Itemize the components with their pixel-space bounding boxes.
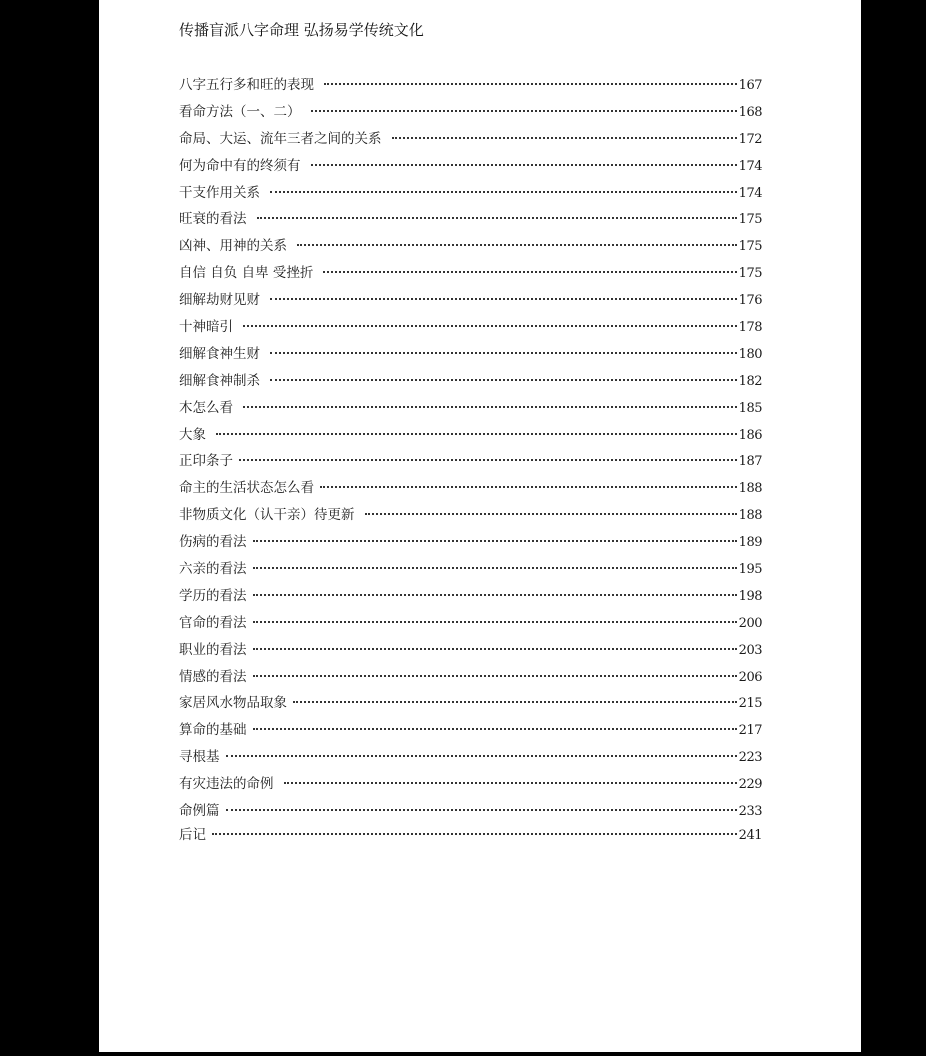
toc-entry	[179, 610, 762, 637]
toc-entry-page-number: 175	[738, 266, 762, 282]
toc-entry	[179, 233, 762, 260]
toc-entry-page-number: 217	[738, 723, 762, 739]
toc-entry-page-number: 200	[738, 615, 762, 631]
toc-entry	[179, 583, 762, 610]
toc-entry-title: 大象	[179, 426, 206, 443]
toc-entry-page-number: 176	[738, 293, 762, 309]
toc-dot-leader	[297, 244, 737, 246]
toc-dot-leader	[239, 459, 737, 461]
toc-dot-leader	[257, 217, 737, 219]
toc-entry	[179, 126, 762, 153]
toc-entry-title: 家居风水物品取象	[179, 695, 287, 712]
toc-entry-page-number: 175	[738, 212, 762, 228]
toc-entry-title: 学历的看法	[179, 587, 247, 604]
toc-entry-title: 伤病的看法	[179, 534, 247, 551]
toc-entry-title: 命例篇	[179, 803, 220, 820]
toc-entry-title: 算命的基础	[179, 722, 247, 739]
toc-entry-page-number: 189	[738, 535, 762, 551]
toc-entry	[179, 502, 762, 529]
toc-entry	[179, 448, 762, 475]
toc-entry-title: 八字五行多和旺的表现	[179, 77, 314, 93]
toc-entry-page-number: 172	[738, 131, 762, 147]
toc-entry-title: 何为命中有的终须有	[179, 157, 301, 174]
toc-dot-leader	[253, 648, 737, 650]
toc-entry-page-number: 233	[738, 804, 762, 820]
toc-entry	[179, 260, 762, 287]
toc-entry-title: 非物质文化（认干亲）待更新	[179, 507, 355, 524]
toc-entry-page-number: 223	[738, 750, 762, 766]
bottom-border	[0, 1052, 926, 1056]
toc-entry-page-number: 198	[738, 588, 762, 604]
toc-entry-page-number: 215	[738, 696, 762, 712]
toc-entry-title: 凶神、用神的关系	[179, 238, 287, 255]
toc-entry-page-number: 168	[738, 104, 762, 120]
toc-entry	[179, 475, 762, 502]
toc-entry-page-number: 167	[738, 78, 762, 93]
toc-entry-page-number: 185	[738, 400, 762, 416]
toc-entry	[179, 717, 762, 744]
toc-entry-page-number: 188	[738, 508, 762, 524]
toc-entry-page-number: 175	[738, 239, 762, 255]
toc-entry	[179, 99, 762, 126]
toc-dot-leader	[253, 621, 737, 623]
toc-entry-title: 六亲的看法	[179, 561, 247, 578]
toc-entry-page-number: 186	[738, 427, 762, 443]
toc-entry-title: 细解食神制杀	[179, 372, 260, 389]
toc-dot-leader	[243, 406, 737, 408]
toc-entry	[179, 287, 762, 314]
toc-entry	[179, 341, 762, 368]
toc-entry-page-number: 206	[738, 669, 762, 685]
toc-dot-leader	[226, 755, 737, 757]
toc-dot-leader	[320, 486, 737, 488]
toc-entry	[179, 368, 762, 395]
toc-entry-title: 职业的看法	[179, 641, 247, 658]
toc-entry-page-number: 178	[738, 320, 762, 336]
toc-dot-leader	[253, 675, 737, 677]
toc-entry-page-number: 188	[738, 481, 762, 497]
toc-entry	[179, 206, 762, 233]
toc-entry-title: 看命方法（一、二）	[179, 103, 301, 120]
toc-entry	[179, 556, 762, 583]
toc-dot-leader	[226, 809, 737, 811]
toc-dot-leader	[270, 191, 737, 193]
toc-entry-title: 有灾违法的命例	[179, 776, 274, 793]
toc-entry	[179, 422, 762, 449]
toc-entry-page-number: 195	[738, 562, 762, 578]
toc-entry-title: 命局、大运、流年三者之间的关系	[179, 130, 382, 147]
document-page	[99, 0, 861, 1052]
toc-entry-title: 正印条子	[179, 453, 233, 470]
toc-dot-leader	[311, 164, 737, 166]
toc-entry	[179, 744, 762, 771]
toc-dot-leader	[212, 833, 737, 835]
toc-dot-leader	[365, 513, 737, 515]
toc-entry-page-number: 229	[738, 777, 762, 793]
toc-dot-leader	[253, 728, 737, 730]
toc-entry-title: 细解劫财见财	[179, 292, 260, 309]
toc-entry-title: 十神暗引	[179, 319, 233, 336]
toc-entry-title: 寻根基	[179, 749, 220, 766]
toc-entry-title: 后记	[179, 826, 206, 843]
toc-entry-title: 细解食神生财	[179, 345, 260, 362]
toc-entry	[179, 180, 762, 207]
toc-entry-title: 命主的生活状态怎么看	[179, 480, 314, 497]
toc-entry	[179, 395, 762, 422]
page-header: 传播盲派八字命理 弘扬易学传统文化	[179, 21, 424, 39]
toc-entry-title: 干支作用关系	[179, 184, 260, 201]
toc-dot-leader	[324, 83, 737, 85]
toc-entry-page-number: 187	[738, 454, 762, 470]
toc-dot-leader	[253, 594, 737, 596]
toc-entry-title: 旺衰的看法	[179, 211, 247, 228]
toc-entry	[179, 798, 762, 825]
toc-dot-leader	[270, 379, 737, 381]
toc-dot-leader	[284, 782, 737, 784]
toc-dot-leader	[323, 271, 736, 273]
toc-dot-leader	[270, 298, 737, 300]
toc-dot-leader	[253, 540, 737, 542]
toc-entry-page-number: 241	[738, 827, 762, 843]
table-of-contents	[179, 72, 762, 845]
toc-entry-page-number: 174	[738, 185, 762, 201]
toc-entry-page-number: 182	[738, 373, 762, 389]
toc-dot-leader	[293, 701, 737, 703]
toc-dot-leader	[253, 567, 737, 569]
toc-entry-page-number: 203	[738, 642, 762, 658]
toc-entry	[179, 637, 762, 664]
toc-entry	[179, 690, 762, 717]
toc-entry-title: 木怎么看	[179, 399, 233, 416]
toc-entry-title: 自信 自负 自卑 受挫折	[179, 265, 314, 282]
toc-entry	[179, 314, 762, 341]
toc-dot-leader	[243, 325, 737, 327]
toc-dot-leader	[311, 110, 737, 112]
toc-dot-leader	[216, 433, 737, 435]
toc-dot-leader	[392, 137, 737, 139]
toc-entry-page-number: 174	[738, 158, 762, 174]
toc-entry	[179, 153, 762, 180]
toc-entry	[179, 825, 762, 845]
toc-entry	[179, 529, 762, 556]
toc-entry-title: 官命的看法	[179, 614, 247, 631]
toc-dot-leader	[270, 352, 737, 354]
toc-entry	[179, 664, 762, 691]
toc-entry	[179, 72, 762, 99]
toc-entry	[179, 771, 762, 798]
toc-entry-page-number: 180	[738, 346, 762, 362]
toc-entry-title: 情感的看法	[179, 668, 247, 685]
